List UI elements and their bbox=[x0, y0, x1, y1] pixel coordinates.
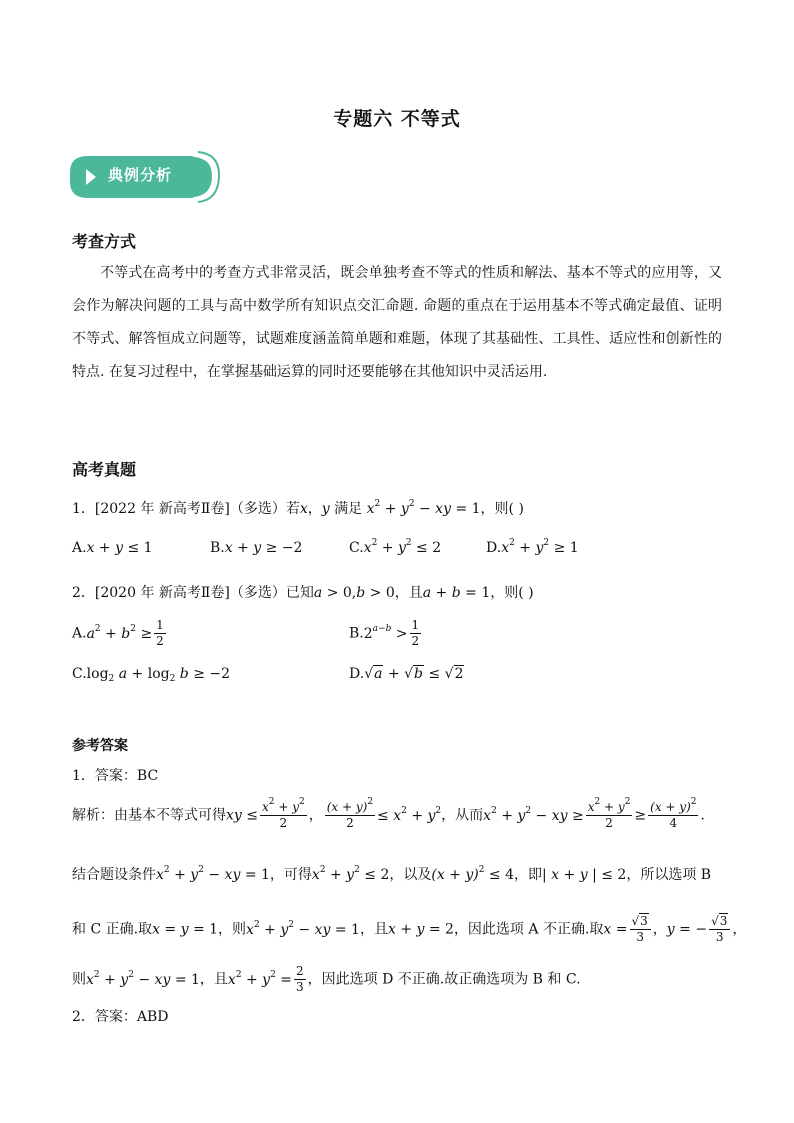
section-banner bbox=[64, 148, 220, 206]
q1-option-d: $D.x^2 + y^2 \ge 1$ bbox=[486, 538, 579, 556]
question-1: 1．[2022 年 新高考Ⅱ卷]（多选）若x，y 满足 $x^2 + y^2$ − xy = 1，则( ) bbox=[72, 499, 524, 517]
q1-option-c: $C.x^2 + y^2 \le 2$ bbox=[349, 538, 442, 556]
question-2: 2．[2020 年 新高考Ⅱ卷]（多选）已知a > 0,b > 0，且a + b = 1，则( ) bbox=[72, 585, 534, 601]
banner-label: 典例分析 bbox=[108, 166, 173, 184]
analysis-line-1: 解析：由基本不等式可得xy ≤ $\frac{x^2 + y^2}{2}$ ， $\frac{(x + y)^2}{2}$ ≤ $x^2 + y^2$，从而$x^2 + y^2$ − xy ≥ $\frac{x^2 + y^2}{2}$ ≥ $\frac{(x + y)^2}{4}$ . bbox=[72, 797, 705, 830]
q2-option-a: $A.a^2 + b^2$ ≥ $\frac{1}{2}$ bbox=[72, 618, 164, 648]
answer-2: 2．答案：ABD bbox=[72, 1009, 169, 1025]
q2-option-d: D.√a + √b ≤ √2 bbox=[349, 666, 464, 682]
q1-option-a: A.x + y ≤ 1 bbox=[72, 540, 153, 556]
section-heading-method: 考查方式 bbox=[72, 232, 137, 251]
q1-option-b: B.x + y ≥ −2 bbox=[210, 540, 303, 556]
q2-option-b: $B.2^{a-b}$ > $\frac{1}{2}$ bbox=[349, 618, 420, 648]
q2-option-c: $C.\log_2$ $a + \log_2 b \ge -2$ bbox=[72, 666, 231, 684]
method-paragraph: 不等式在高考中的考查方式非常灵活，既会单独考查不等式的性质和解法、基本不等式的应用等，又会作为解决问题的工具与高中数学所有知识点交汇命题. 命题的重点在于运用基本不等式确定最值、证明不等式、解答恒成立问题等，试题难度涵盖简单题和难题，体现了其基础性、工具性、适应性和创新性的特点. 在复习过程中，在掌握基础运算的同时还要能够在其他知识中灵活运用. bbox=[72, 265, 722, 380]
section-heading-exams: 高考真题 bbox=[72, 460, 137, 479]
page-title: 专题六 不等式 bbox=[333, 108, 461, 130]
answer-1: 1．答案：BC bbox=[72, 768, 159, 784]
analysis-line-2: 结合题设条件$x^2 + y^2$ − xy = 1，可得$x^2 + y^2 \le 2$，以及$(x + y)^2 \le 4$，即| x + y | ≤ 2，所以选项 B bbox=[72, 865, 712, 883]
analysis-line-4: 则$x^2 + y^2$ − xy = 1，且$x^2 + y^2$ = $\frac{2}{3}$ ，因此选项 D 不正确.故正确选项为 B 和 C. bbox=[72, 964, 581, 994]
analysis-line-3: 和 C 正确.取x = y = 1，则$x^2 + y^2$ − xy = 1，且x + y = 2，因此选项 A 不正确.取x = $\frac{√3}{3}$ ，y = − $\frac{√3}{3}$ ， bbox=[72, 914, 747, 944]
answers-heading: 参考答案 bbox=[72, 738, 128, 754]
question-2-options-ab bbox=[72, 618, 722, 654]
